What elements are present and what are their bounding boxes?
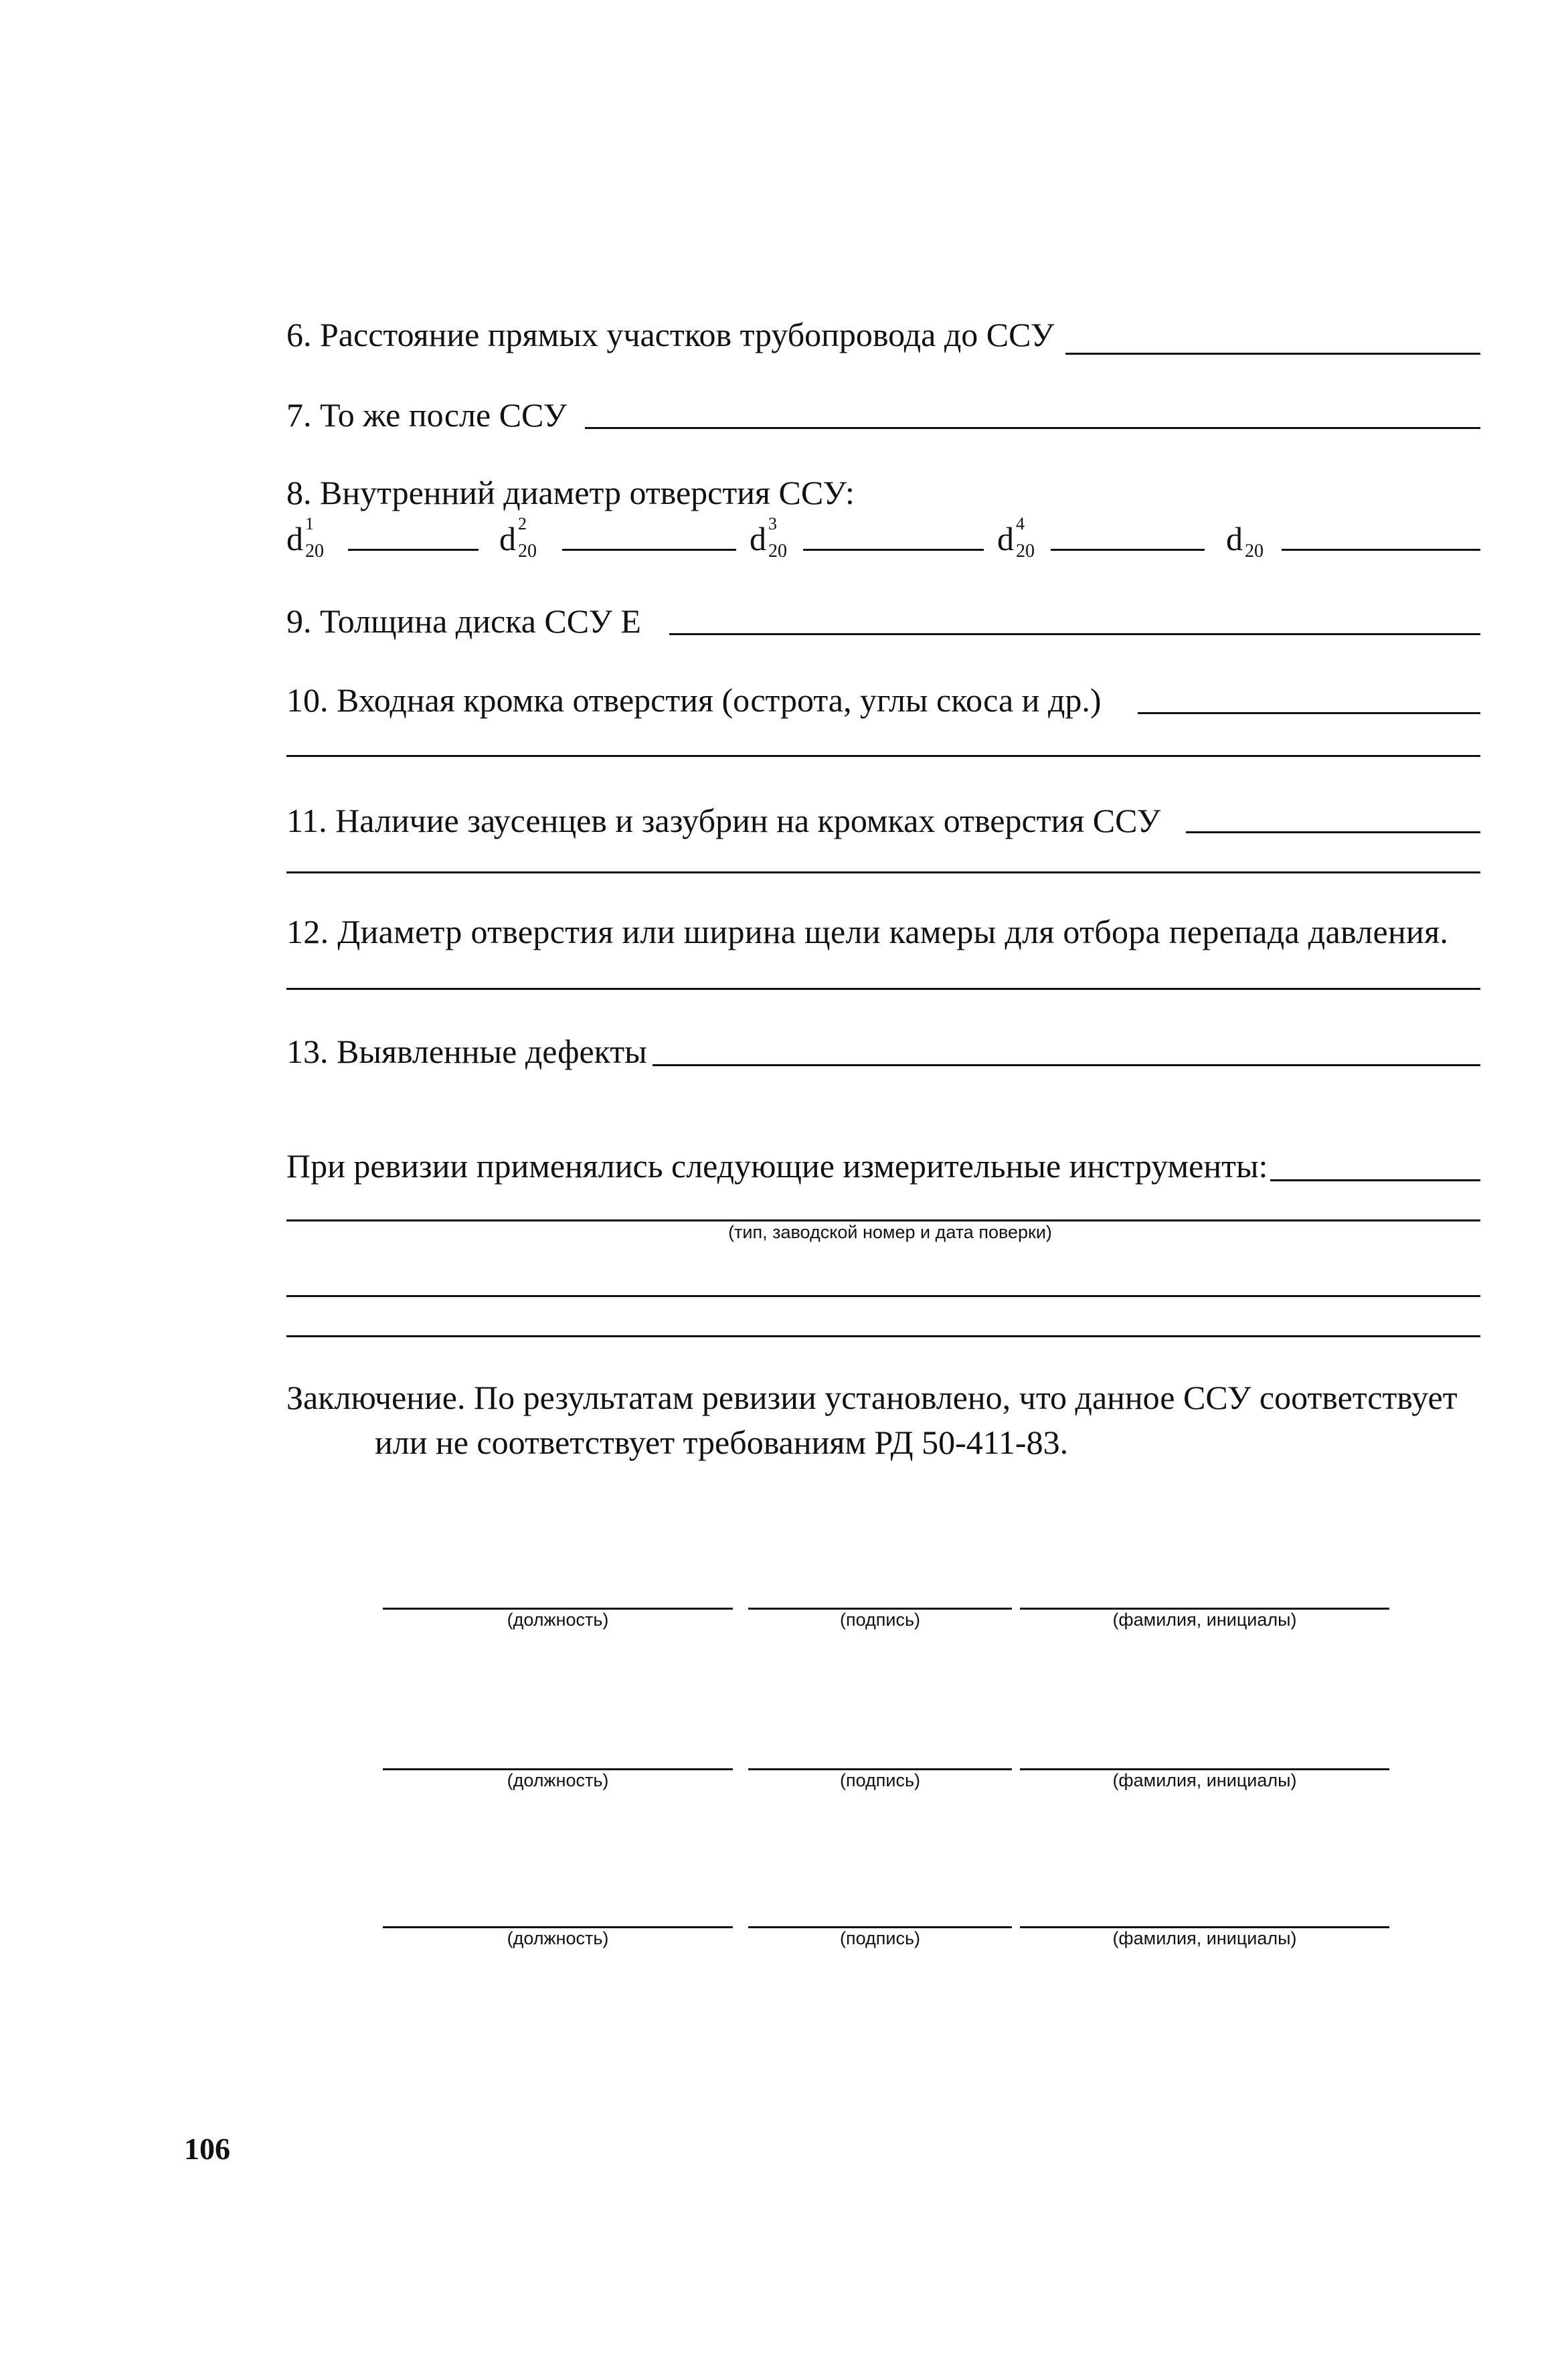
item-11-fill-line[interactable] — [1186, 831, 1480, 833]
diameter-d-20: d 20 — [1226, 520, 1264, 562]
item-6-fill-line[interactable] — [1065, 353, 1480, 355]
instruments-fill-line[interactable] — [1270, 1179, 1480, 1181]
diameter-d2-20: d 2 20 — [499, 514, 537, 562]
instruments-caption: (тип, заводской номер и дата поверки) — [728, 1222, 1052, 1242]
page-number: 106 — [184, 2132, 230, 2166]
item-7-label: 7. То же после ССУ — [286, 396, 568, 434]
signature-sign-caption-3: (подпись) — [839, 1928, 921, 1948]
item-10-label: 10. Входная кромка отверстия (острота, углы скоса и др.) — [286, 681, 1102, 719]
item-12-label: 12. Диаметр отверстия или ширина щели камеры для отбора перепада давления. — [286, 913, 1449, 950]
item-13-label: 13. Выявленные дефекты — [286, 1033, 647, 1070]
diameter-d-fill-line[interactable] — [1282, 549, 1480, 551]
instruments-fill-line-2[interactable] — [286, 1219, 1480, 1221]
item-7-fill-line[interactable] — [585, 427, 1480, 429]
signature-position-caption-2: (должность) — [507, 1770, 609, 1790]
instruments-label: При ревизии применялись следующие измерительные инструменты: — [286, 1147, 1268, 1185]
item-9-fill-line[interactable] — [669, 633, 1480, 635]
signature-name-caption-3: (фамилия, инициалы) — [1112, 1928, 1297, 1948]
conclusion-line-2: или не соответствует требованиям РД 50-411-83. — [375, 1424, 1069, 1461]
item-11-label: 11. Наличие заусенцев и зазубрин на кромках отверстия ССУ — [286, 802, 1161, 839]
signature-sign-caption-1: (подпись) — [839, 1610, 921, 1630]
diameter-d3-20: d 3 20 — [750, 514, 787, 562]
item-12-fill-line[interactable] — [286, 988, 1480, 990]
diameter-d3-fill-line[interactable] — [803, 549, 984, 551]
signature-position-caption-1: (должность) — [507, 1610, 609, 1630]
item-13-fill-line[interactable] — [653, 1064, 1480, 1066]
signature-sign-caption-2: (подпись) — [839, 1770, 921, 1790]
instruments-fill-line-3[interactable] — [286, 1295, 1480, 1297]
item-10-fill-line[interactable] — [1138, 712, 1480, 714]
item-6-label: 6. Расстояние прямых участков трубопровода до ССУ — [286, 316, 1055, 353]
signature-name-caption-1: (фамилия, инициалы) — [1112, 1610, 1297, 1630]
diameter-d4-20: d 4 20 — [997, 514, 1035, 562]
item-9-label: 9. Толщина диска ССУ Е — [286, 602, 641, 640]
diameter-d2-fill-line[interactable] — [562, 549, 736, 551]
diameter-d1-fill-line[interactable] — [348, 549, 479, 551]
item-11-fill-line-2[interactable] — [286, 871, 1480, 873]
diameter-d1-20: d 1 20 — [286, 514, 324, 562]
instruments-fill-line-4[interactable] — [286, 1335, 1480, 1337]
item-8-label: 8. Внутренний диаметр отверстия ССУ: — [286, 474, 855, 511]
signature-position-caption-3: (должность) — [507, 1928, 609, 1948]
item-10-fill-line-2[interactable] — [286, 755, 1480, 757]
signature-name-caption-2: (фамилия, инициалы) — [1112, 1770, 1297, 1790]
diameter-d4-fill-line[interactable] — [1051, 549, 1205, 551]
conclusion-line-1: Заключение. По результатам ревизии установлено, что данное ССУ соответствует — [286, 1379, 1458, 1416]
